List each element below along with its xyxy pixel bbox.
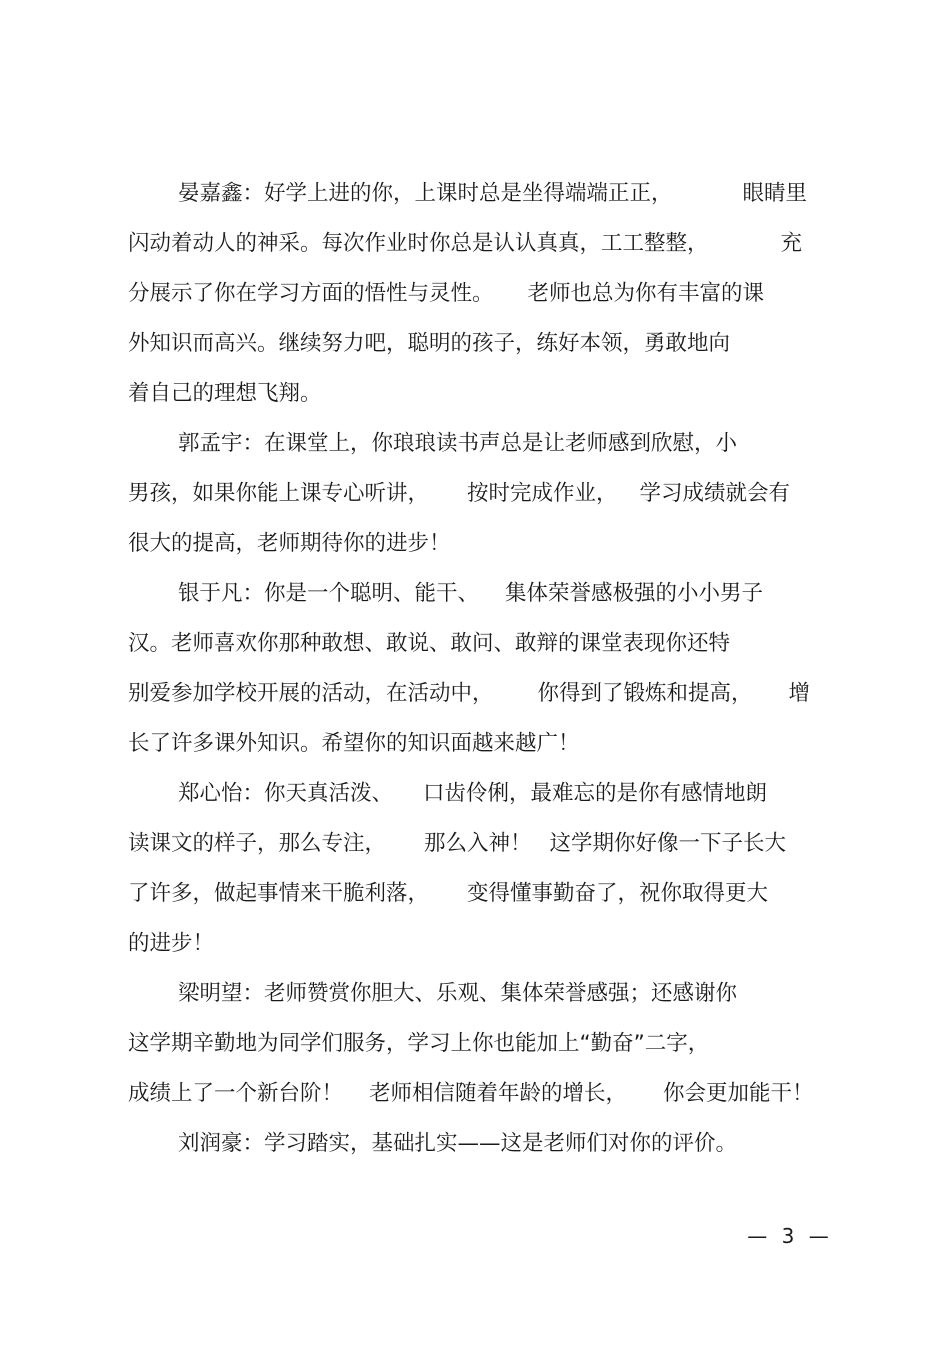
text-segment: 按时完成作业，: [467, 481, 618, 506]
text-segment: 郭孟宇：在课堂上，你琅琅读书声总是让老师感到欣慰，小: [178, 431, 738, 456]
text-line: [128, 319, 833, 369]
text-segment: 变得懂事勤奋了，祝你取得更大: [467, 881, 769, 906]
text-segment: 那么入神！: [424, 831, 532, 856]
text-segment: 别爱参加学校开展的活动，在活动中，: [128, 681, 494, 706]
text-line: [178, 1119, 833, 1169]
text-line: [178, 769, 833, 819]
text-segment: 着自己的理想飞翔。: [128, 381, 322, 406]
text-segment: 增: [788, 681, 811, 706]
text-segment: 男孩，如果你能上课专心听讲，: [128, 481, 430, 506]
text-line: [128, 819, 833, 869]
text-segment: 学习成绩就会有: [639, 481, 791, 506]
text-segment: 你得到了锻炼和提高，: [537, 681, 753, 706]
text-segment: 充: [780, 231, 803, 256]
text-line: [178, 969, 833, 1019]
text-segment: 的进步！: [128, 931, 215, 956]
text-segment: 你会更加能干！: [663, 1081, 814, 1106]
text-segment: 郑心怡：你天真活泼、: [178, 781, 394, 806]
text-segment: 口齿伶俐，最难忘的是你有感情地朗: [423, 781, 768, 806]
text-segment: 老师相信随着年龄的增长，: [369, 1081, 628, 1106]
page-number: — 3 —: [747, 1224, 833, 1248]
text-segment: 分展示了你在学习方面的悟性与灵性。: [128, 281, 494, 306]
text-segment: 这学期你好像一下子长大: [549, 831, 787, 856]
text-segment: 刘润豪：学习踏实，基础扎实——这是老师们对你的评价。: [178, 1131, 738, 1156]
text-line: [128, 519, 833, 569]
text-segment: 银于凡：你是一个聪明、能干、: [178, 581, 480, 606]
text-segment: 老师也总为你有丰富的课: [527, 281, 765, 306]
text-segment: 这学期辛勤地为同学们服务，学习上你也能加上“勤奋”二字，: [128, 1031, 710, 1056]
text-line: [128, 669, 833, 719]
text-line: [178, 169, 833, 219]
text-segment: 了许多，做起事情来干脆利落，: [128, 881, 430, 906]
text-line: [178, 569, 833, 619]
text-line: [128, 919, 833, 969]
text-segment: 外知识而高兴。继续努力吧，聪明的孩子，练好本领，勇敢地向: [128, 331, 731, 356]
text-segment: 成绩上了一个新台阶！: [128, 1081, 344, 1106]
text-line: [128, 469, 833, 519]
text-line: [128, 869, 833, 919]
text-line: [128, 269, 833, 319]
text-line: [128, 619, 833, 669]
text-line: [178, 419, 833, 469]
text-segment: 很大的提高，老师期待你的进步！: [128, 531, 451, 556]
text-segment: 读课文的样子，那么专注，: [128, 831, 387, 856]
text-segment: 眼睛里: [742, 181, 808, 206]
text-segment: 梁明望：老师赞赏你胆大、乐观、集体荣誉感强；还感谢你: [178, 981, 738, 1006]
text-segment: 集体荣誉感极强的小小男子: [505, 581, 764, 606]
text-line: [128, 219, 833, 269]
text-line: [128, 369, 833, 419]
text-segment: 闪动着动人的神采。每次作业时你总是认认真真，工工整整，: [128, 231, 709, 256]
text-segment: 晏嘉鑫：好学上进的你，上课时总是坐得端端正正，: [178, 181, 673, 206]
text-segment: 长了许多课外知识。希望你的知识面越来越广！: [128, 731, 580, 756]
text-line: [128, 719, 833, 769]
text-line: [128, 1019, 833, 1069]
text-line: [128, 1069, 833, 1119]
text-segment: 汉。老师喜欢你那种敢想、敢说、敢问、敢辩的课堂表现你还特: [128, 631, 731, 656]
